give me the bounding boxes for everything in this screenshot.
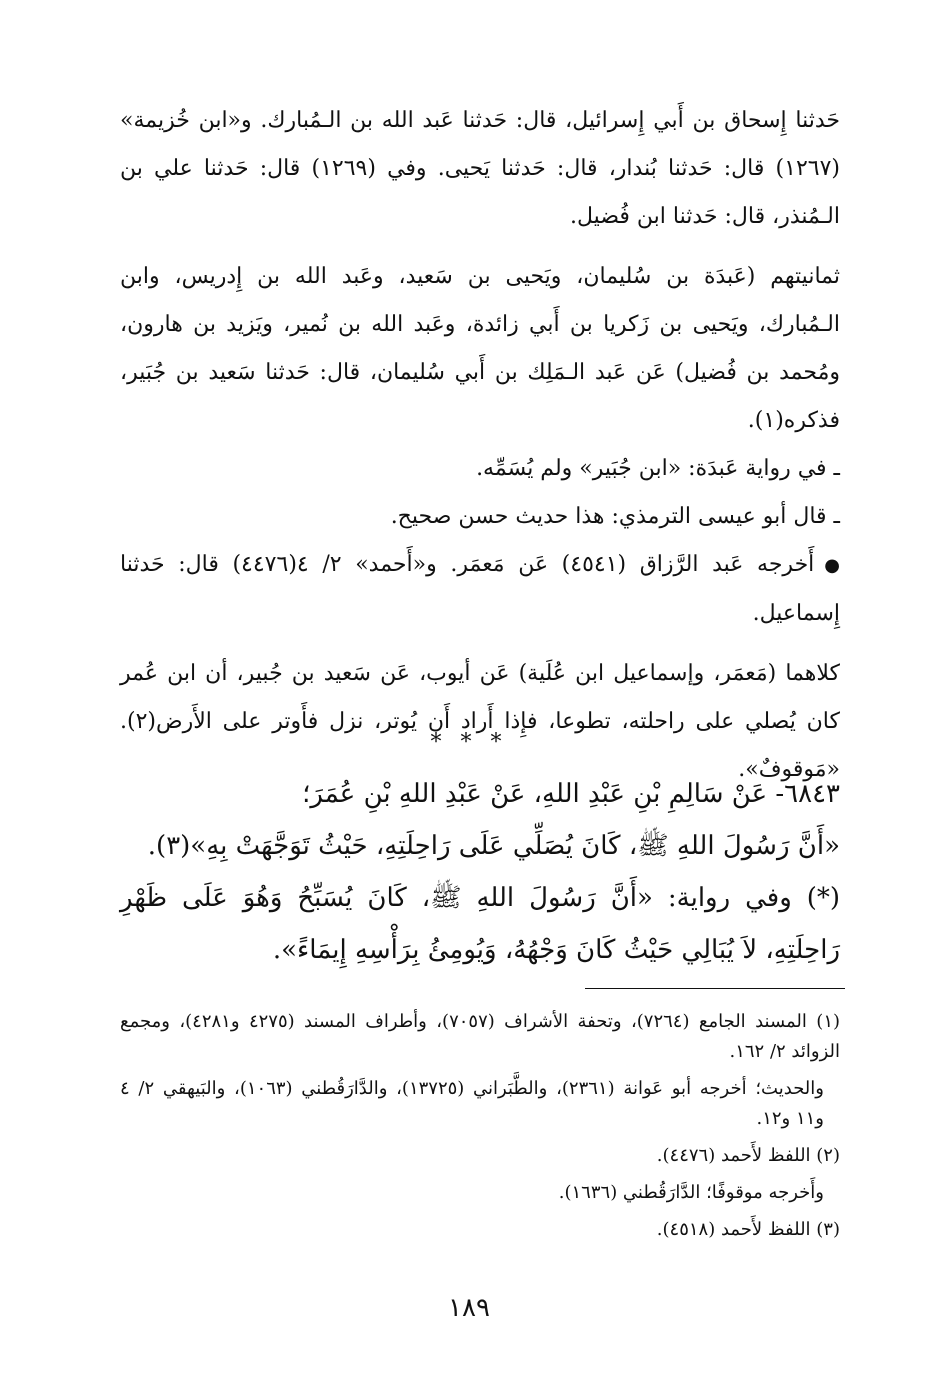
page-number: ١٨٩	[448, 1293, 490, 1323]
footnote-rule	[585, 988, 845, 989]
paragraph-isnad-2: ثمانيتهم (عَبدَة بن سُليمان، ويَحيى بن سَعيد، وعَبد الله بن إِدريس، وابن الـمُبارك، ويَحيى بن زَكريا بن أَبي زائدة، وعَبد الله بن نُمير، ويَزيد بن هارون، ومُحمد بن فُضيل) عَن عَبد الـمَلِك بن أَبي سُليمان، قال: حَدثنا سَعيد بن جُبَير، فذكره(١).	[120, 264, 840, 433]
note-abda: ـ في رواية عَبدَة: «ابن جُبَير» ولم يُسَمِّه.	[476, 456, 840, 481]
footnote-1-continued: والحديث؛ أخرجه أبو عَوانة (٢٣٦١)، والطَّبَراني (١٣٧٢٥)، والدَّارَقُطني (١٠٦٣)، والبَيهقي ٢/ ٤ و١١ و١٢.	[120, 1078, 824, 1129]
takhrij-paragraph	[120, 541, 840, 638]
bullet-icon: ●	[824, 555, 841, 576]
takhrij-text: أَخرجه عَبد الرَّزاق (٤٥٤١) عَن مَعمَر. و«أَحمد» ٢/ ٤(٤٤٧٦) قال: حَدثنا إِسماعيل.	[120, 552, 840, 626]
footnote-1: (١) المسند الجامع (٧٢٦٤)، وتحفة الأشراف (٧٠٥٧)، وأطراف المسند (٤٢٧٥ و٤٢٨١)، ومجمع الزوائد ٢/ ١٦٢.	[120, 1011, 841, 1062]
footnote-2: (٢) اللفظ لأَحمد (٤٤٧٦).	[656, 1145, 840, 1166]
paragraph-mawquf: كلاهما (مَعمَر، وإسماعيل ابن عُلَية) عَن أيوب، عَن سَعيد بن جُبير، أن ابن عُمر كان يُصلي على راحلته، تطوعا، فإِذا أَراد أَن يُوتر، نزل فأَوتر على الأَرض(٢). «مَوقوفٌ».	[120, 661, 840, 782]
note-tirmidhi: ـ قال أبو عيسى الترمذي: هذا حديث حسن صحيح.	[390, 504, 840, 529]
hadith-isnad: ٦٨٤٣- عَنْ سَالِمِ بْنِ عَبْدِ اللهِ، عَنْ عَبْدِ اللهِ بْنِ عُمَرَ؛	[302, 779, 840, 809]
hadith-matn: «أَنَّ رَسُولَ اللهِ ﷺ، كَانَ يُصَلِّي عَلَى رَاحِلَتِهِ، حَيْثُ تَوَجَّهَتْ بِهِ»(٣).	[147, 831, 840, 861]
footnote-2-continued: وأَخرجه موقوفًا؛ الدَّارَقُطني (١٦٣٦).	[558, 1182, 824, 1203]
main-text	[120, 97, 840, 794]
section-separator: * * *	[430, 730, 508, 755]
paragraph-isnad-1: حَدثنا إِسحاق بن أَبي إِسرائيل، قال: حَدثنا عَبد الله بن الـمُبارك. و«ابن خُزيمة» (١٢٦٧) قال: حَدثنا بُندار، قال: حَدثنا يَحيى. وفي (١٢٦٩) قال: حَدثنا علي بن الـمُنذر، قال: حَدثنا ابن فُضيل.	[120, 108, 840, 229]
hadith-text	[120, 768, 840, 976]
footnotes	[120, 1007, 840, 1252]
footnote-3: (٣) اللفظ لأَحمد (٤٥١٨).	[656, 1219, 840, 1240]
hadith-variant: (*) وفي رواية: «أَنَّ رَسُولَ اللهِ ﷺ، كَانَ يُسَبِّحُ وَهُوَ عَلَى ظَهْرِ رَاحِلَتِهِ، لاَ يُبَالِي حَيْثُ كَانَ وَجْهُهُ، وَيُومِئُ بِرَأْسِهِ إِيمَاءً».	[120, 883, 840, 965]
